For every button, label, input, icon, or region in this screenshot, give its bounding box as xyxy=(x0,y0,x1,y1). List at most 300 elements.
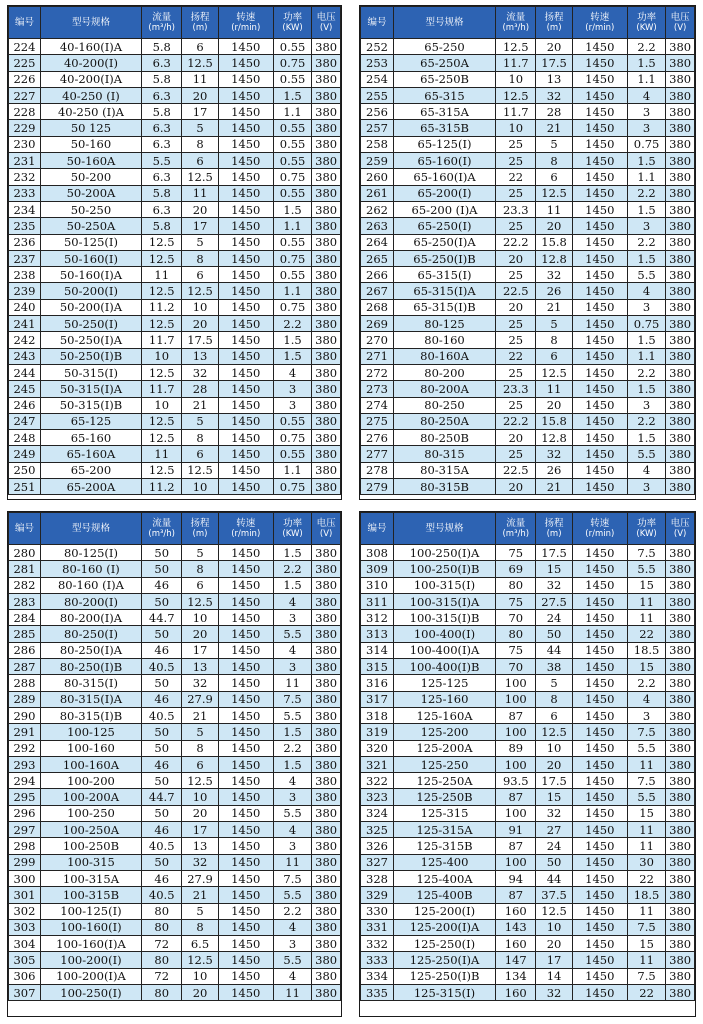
table-cell: 299 xyxy=(9,854,41,870)
table-cell: 274 xyxy=(361,397,394,413)
table-cell: 40.5 xyxy=(142,659,182,675)
table-cell: 5 xyxy=(182,413,218,429)
table-cell: 230 xyxy=(9,136,41,152)
table-cell: 263 xyxy=(361,218,394,234)
table-row xyxy=(361,446,695,462)
table-cell: 1450 xyxy=(572,789,627,805)
table-cell: 15 xyxy=(627,577,665,593)
table-cell: 21 xyxy=(536,479,572,495)
table-cell: 1450 xyxy=(218,169,273,185)
table-cell: 234 xyxy=(9,201,41,217)
table-cell: 284 xyxy=(9,610,41,626)
table-cell: 272 xyxy=(361,364,394,380)
table-cell: 12.5 xyxy=(142,316,182,332)
table-cell: 1450 xyxy=(218,397,273,413)
table-cell: 267 xyxy=(361,283,394,299)
table-cell: 125-400A xyxy=(393,870,495,886)
table-cell: 40.5 xyxy=(142,887,182,903)
table-cell: 248 xyxy=(9,430,41,446)
header-text: (V) xyxy=(319,22,333,33)
table-cell: 38 xyxy=(536,659,572,675)
table-cell: 5.5 xyxy=(273,626,311,642)
table-row xyxy=(361,71,695,87)
table-cell: 12.5 xyxy=(142,234,182,250)
table-cell: 22.5 xyxy=(496,462,536,478)
table-cell: 380 xyxy=(312,250,341,266)
table-cell: 380 xyxy=(312,87,341,103)
table-cell: 380 xyxy=(666,968,695,984)
table-cell: 1450 xyxy=(218,903,273,919)
table-cell: 100-250(I)A xyxy=(393,545,495,561)
table-row xyxy=(9,348,341,364)
table-cell: 50-200(I)A xyxy=(40,299,141,315)
table-cell: 1.5 xyxy=(627,430,665,446)
table-cell: 80-315(I)A xyxy=(40,691,141,707)
table-cell: 380 xyxy=(666,104,695,120)
table-cell: 233 xyxy=(9,185,41,201)
table-cell: 100-200(I) xyxy=(40,952,141,968)
table-cell: 11 xyxy=(627,822,665,838)
table-row xyxy=(9,234,341,250)
header-text: 型号规格 xyxy=(425,523,464,534)
table-cell: 380 xyxy=(666,479,695,495)
table-row xyxy=(9,218,341,234)
table-cell: 80-200A xyxy=(393,381,495,397)
table-cell: 65-315A xyxy=(393,104,495,120)
table-cell: 1450 xyxy=(572,397,627,413)
table-cell: 280 xyxy=(9,545,41,561)
table-cell: 257 xyxy=(361,120,394,136)
table-cell: 11 xyxy=(273,675,311,691)
table-cell: 380 xyxy=(312,593,341,609)
table-cell: 380 xyxy=(312,659,341,675)
header-power xyxy=(273,513,311,545)
table-cell: 11 xyxy=(627,952,665,968)
table-cell: 380 xyxy=(666,952,695,968)
table-cell: 380 xyxy=(666,740,695,756)
table-cell: 304 xyxy=(9,936,41,952)
table-cell: 25 xyxy=(496,136,536,152)
header-head xyxy=(536,513,572,545)
table-cell: 21 xyxy=(182,707,218,723)
table-row xyxy=(9,364,341,380)
spec-table xyxy=(8,512,341,1001)
table-cell: 3 xyxy=(627,218,665,234)
table-cell: 80-315(I)B xyxy=(40,707,141,723)
table-cell: 50 xyxy=(536,854,572,870)
table-cell: 1450 xyxy=(572,299,627,315)
table-row xyxy=(361,545,695,561)
table-cell: 5.5 xyxy=(273,707,311,723)
table-cell: 0.55 xyxy=(273,120,311,136)
table-row xyxy=(361,136,695,152)
table-cell: 1450 xyxy=(218,610,273,626)
table-cell: 286 xyxy=(9,642,41,658)
table-cell: 276 xyxy=(361,430,394,446)
table-cell: 20 xyxy=(182,201,218,217)
table-row xyxy=(361,805,695,821)
table-cell: 4 xyxy=(273,773,311,789)
table-cell: 0.55 xyxy=(273,413,311,429)
table-cell: 4 xyxy=(627,462,665,478)
table-row xyxy=(9,740,341,756)
table-cell: 14 xyxy=(536,968,572,984)
table-cell: 20 xyxy=(536,39,572,55)
table-cell: 380 xyxy=(666,691,695,707)
table-cell: 3 xyxy=(273,838,311,854)
table-cell: 80-200(I)A xyxy=(40,610,141,626)
table-cell: 2.2 xyxy=(273,316,311,332)
table-cell: 65-160(I) xyxy=(393,153,495,169)
table-cell: 100 xyxy=(496,854,536,870)
table-cell: 8 xyxy=(182,561,218,577)
table-cell: 1450 xyxy=(572,756,627,772)
table-cell: 50-125(I) xyxy=(40,234,141,250)
table-cell: 1.5 xyxy=(273,724,311,740)
spec-table xyxy=(8,6,341,495)
table-row xyxy=(9,838,341,854)
table-cell: 380 xyxy=(312,577,341,593)
table-cell: 1450 xyxy=(572,364,627,380)
table-row xyxy=(361,332,695,348)
table-cell: 100-125(I) xyxy=(40,903,141,919)
pump-table-2 xyxy=(359,5,696,500)
table-cell: 224 xyxy=(9,39,41,55)
table-cell: 50 xyxy=(142,740,182,756)
table-cell: 50 xyxy=(142,593,182,609)
table-cell: 380 xyxy=(666,71,695,87)
table-cell: 1450 xyxy=(218,952,273,968)
table-cell: 100-200A xyxy=(40,789,141,805)
table-cell: 1450 xyxy=(572,250,627,266)
table-cell: 283 xyxy=(9,593,41,609)
table-cell: 65-160 xyxy=(40,430,141,446)
table-cell: 315 xyxy=(361,659,394,675)
table-cell: 50 xyxy=(142,854,182,870)
table-cell: 65-125(I) xyxy=(393,136,495,152)
header-text: 流量 xyxy=(152,11,172,23)
table-cell: 15.8 xyxy=(536,234,572,250)
table-row xyxy=(361,936,695,952)
table-cell: 12.5 xyxy=(182,55,218,71)
table-row xyxy=(9,805,341,821)
table-cell: 1450 xyxy=(218,462,273,478)
table-cell: 5 xyxy=(182,903,218,919)
table-row xyxy=(9,316,341,332)
table-cell: 256 xyxy=(361,104,394,120)
table-cell: 1450 xyxy=(218,936,273,952)
table-cell: 50-315(I)B xyxy=(40,397,141,413)
table-cell: 380 xyxy=(666,675,695,691)
table-row xyxy=(9,854,341,870)
table-row xyxy=(9,773,341,789)
table-cell: 264 xyxy=(361,234,394,250)
table-cell: 65-200A xyxy=(40,479,141,495)
table-cell: 40-160(I)A xyxy=(40,39,141,55)
table-cell: 2.2 xyxy=(273,903,311,919)
table-cell: 1.1 xyxy=(273,104,311,120)
table-cell: 65-250A xyxy=(393,55,495,71)
table-cell: 1450 xyxy=(572,348,627,364)
table-row xyxy=(9,267,341,283)
table-cell: 1450 xyxy=(572,724,627,740)
table-cell: 1.1 xyxy=(273,218,311,234)
header-text: 电压 xyxy=(316,11,336,23)
table-cell: 311 xyxy=(361,593,394,609)
table-cell: 26 xyxy=(536,462,572,478)
table-cell: 380 xyxy=(666,838,695,854)
table-cell: 17.5 xyxy=(536,55,572,71)
table-cell: 5.5 xyxy=(142,153,182,169)
table-cell: 6.3 xyxy=(142,55,182,71)
table-cell: 27.9 xyxy=(182,691,218,707)
table-cell: 12.5 xyxy=(496,39,536,55)
table-cell: 254 xyxy=(361,71,394,87)
table-cell: 50 125 xyxy=(40,120,141,136)
table-cell: 4 xyxy=(273,642,311,658)
table-row xyxy=(361,169,695,185)
table-cell: 50-250(I)B xyxy=(40,348,141,364)
table-cell: 32 xyxy=(182,675,218,691)
table-cell: 15 xyxy=(536,561,572,577)
table-cell: 100-200(I)A xyxy=(40,968,141,984)
table-cell: 1450 xyxy=(572,446,627,462)
table-cell: 46 xyxy=(142,577,182,593)
table-cell: 313 xyxy=(361,626,394,642)
table-row xyxy=(361,299,695,315)
table-row xyxy=(361,153,695,169)
table-cell: 380 xyxy=(666,659,695,675)
table-cell: 80 xyxy=(142,985,182,1001)
table-cell: 10 xyxy=(182,610,218,626)
table-cell: 12.5 xyxy=(182,283,218,299)
table-cell: 1.5 xyxy=(627,201,665,217)
table-cell: 46 xyxy=(142,642,182,658)
table-cell: 12.5 xyxy=(142,250,182,266)
table-cell: 11 xyxy=(627,903,665,919)
table-cell: 1450 xyxy=(572,332,627,348)
table-cell: 380 xyxy=(666,332,695,348)
table-cell: 22 xyxy=(627,870,665,886)
table-cell: 50-160A xyxy=(40,153,141,169)
table-row xyxy=(361,740,695,756)
table-cell: 5.8 xyxy=(142,104,182,120)
table-cell: 298 xyxy=(9,838,41,854)
table-row xyxy=(9,250,341,266)
table-row xyxy=(361,626,695,642)
table-cell: 1.5 xyxy=(273,332,311,348)
table-cell: 380 xyxy=(666,707,695,723)
table-cell: 80-250(I)B xyxy=(40,659,141,675)
table-cell: 1450 xyxy=(218,153,273,169)
header-text: 转速 xyxy=(590,11,610,23)
table-cell: 241 xyxy=(9,316,41,332)
table-cell: 227 xyxy=(9,87,41,103)
table-cell: 50 xyxy=(142,545,182,561)
table-cell: 75 xyxy=(496,545,536,561)
table-cell: 6.3 xyxy=(142,87,182,103)
table-cell: 125-125 xyxy=(393,675,495,691)
table-cell: 72 xyxy=(142,968,182,984)
table-cell: 291 xyxy=(9,724,41,740)
table-cell: 293 xyxy=(9,756,41,772)
table-cell: 238 xyxy=(9,267,41,283)
table-cell: 380 xyxy=(312,55,341,71)
table-cell: 4 xyxy=(273,968,311,984)
table-cell: 21 xyxy=(536,299,572,315)
table-row xyxy=(361,724,695,740)
table-row xyxy=(361,642,695,658)
table-row xyxy=(361,691,695,707)
table-row xyxy=(9,153,341,169)
table-cell: 1450 xyxy=(218,234,273,250)
table-row xyxy=(361,675,695,691)
table-cell: 1450 xyxy=(572,610,627,626)
table-cell: 287 xyxy=(9,659,41,675)
table-row xyxy=(361,838,695,854)
table-cell: 1450 xyxy=(218,332,273,348)
table-row xyxy=(361,903,695,919)
table-cell: 3 xyxy=(627,397,665,413)
table-row xyxy=(361,756,695,772)
table-cell: 15 xyxy=(536,789,572,805)
table-cell: 0.55 xyxy=(273,185,311,201)
table-cell: 13 xyxy=(182,659,218,675)
table-row xyxy=(361,120,695,136)
table-row xyxy=(361,348,695,364)
table-cell: 1450 xyxy=(572,218,627,234)
table-cell: 1450 xyxy=(572,104,627,120)
header-flow xyxy=(142,513,182,545)
header-text: (r/min) xyxy=(231,22,261,33)
table-cell: 380 xyxy=(312,822,341,838)
table-cell: 12.5 xyxy=(536,903,572,919)
table-cell: 380 xyxy=(666,626,695,642)
table-cell: 250 xyxy=(9,462,41,478)
table-cell: 1450 xyxy=(572,740,627,756)
table-cell: 100-160(I) xyxy=(40,919,141,935)
table-cell: 2.2 xyxy=(627,39,665,55)
header-text: (r/min) xyxy=(585,528,615,539)
table-cell: 229 xyxy=(9,120,41,136)
table-row xyxy=(361,201,695,217)
table-cell: 270 xyxy=(361,332,394,348)
table-cell: 160 xyxy=(496,903,536,919)
table-cell: 380 xyxy=(312,887,341,903)
table-row xyxy=(9,822,341,838)
table-cell: 6.5 xyxy=(182,936,218,952)
table-cell: 240 xyxy=(9,299,41,315)
table-cell: 15 xyxy=(627,659,665,675)
table-cell: 12.8 xyxy=(536,250,572,266)
table-cell: 1450 xyxy=(218,185,273,201)
table-cell: 80-315B xyxy=(393,479,495,495)
table-cell: 0.55 xyxy=(273,71,311,87)
table-cell: 334 xyxy=(361,968,394,984)
table-cell: 12.8 xyxy=(536,430,572,446)
table-cell: 100-400(I)A xyxy=(393,642,495,658)
table-cell: 321 xyxy=(361,756,394,772)
table-cell: 380 xyxy=(666,267,695,283)
table-cell: 5 xyxy=(536,316,572,332)
header-text: 型号规格 xyxy=(71,523,110,534)
table-cell: 100-250(I) xyxy=(40,985,141,1001)
table-cell: 25 xyxy=(496,446,536,462)
table-cell: 10 xyxy=(142,348,182,364)
table-cell: 40.5 xyxy=(142,838,182,854)
table-cell: 100-315(I) xyxy=(393,577,495,593)
table-cell: 1450 xyxy=(218,218,273,234)
table-cell: 380 xyxy=(312,185,341,201)
table-cell: 11 xyxy=(273,985,311,1001)
header-head xyxy=(182,7,218,39)
table-cell: 380 xyxy=(666,185,695,201)
table-cell: 380 xyxy=(312,919,341,935)
table-cell: 5 xyxy=(182,724,218,740)
table-cell: 15.8 xyxy=(536,413,572,429)
table-cell: 6 xyxy=(536,169,572,185)
table-cell: 20 xyxy=(536,397,572,413)
table-cell: 65-315 xyxy=(393,87,495,103)
table-cell: 380 xyxy=(312,299,341,315)
table-cell: 1450 xyxy=(218,887,273,903)
table-cell: 6 xyxy=(182,267,218,283)
table-cell: 380 xyxy=(312,283,341,299)
table-cell: 25 xyxy=(496,153,536,169)
table-cell: 1450 xyxy=(218,659,273,675)
header-text: 编号 xyxy=(367,17,387,28)
table-cell: 7.5 xyxy=(627,773,665,789)
header-flow xyxy=(496,7,536,39)
table-cell: 65-315(I)A xyxy=(393,283,495,299)
table-cell: 1450 xyxy=(572,675,627,691)
table-row xyxy=(9,870,341,886)
table-cell: 22.5 xyxy=(496,283,536,299)
table-cell: 50 xyxy=(142,805,182,821)
table-row xyxy=(9,577,341,593)
table-cell: 0.75 xyxy=(273,169,311,185)
table-cell: 380 xyxy=(666,136,695,152)
header-voltage xyxy=(666,513,695,545)
table-cell: 380 xyxy=(312,39,341,55)
table-cell: 65-315B xyxy=(393,120,495,136)
table-cell: 255 xyxy=(361,87,394,103)
table-cell: 25 xyxy=(496,316,536,332)
table-cell: 1450 xyxy=(218,381,273,397)
header-text: 功率 xyxy=(283,11,303,23)
table-cell: 11.2 xyxy=(142,479,182,495)
table-cell: 380 xyxy=(666,593,695,609)
table-cell: 125-250A xyxy=(393,773,495,789)
table-cell: 69 xyxy=(496,561,536,577)
table-cell: 11.7 xyxy=(496,104,536,120)
table-cell: 380 xyxy=(666,120,695,136)
header-text: (m³/h) xyxy=(148,528,175,539)
header-speed xyxy=(572,7,627,39)
table-cell: 1450 xyxy=(218,267,273,283)
table-cell: 1450 xyxy=(572,985,627,1001)
table-cell: 1450 xyxy=(572,642,627,658)
table-cell: 380 xyxy=(666,201,695,217)
table-cell: 0.55 xyxy=(273,39,311,55)
table-cell: 23.3 xyxy=(496,201,536,217)
table-cell: 32 xyxy=(182,364,218,380)
header-text: 编号 xyxy=(14,17,34,28)
table-cell: 4 xyxy=(627,283,665,299)
header-text: 转速 xyxy=(590,517,610,529)
header-text: 扬程 xyxy=(190,11,210,23)
table-cell: 380 xyxy=(666,577,695,593)
